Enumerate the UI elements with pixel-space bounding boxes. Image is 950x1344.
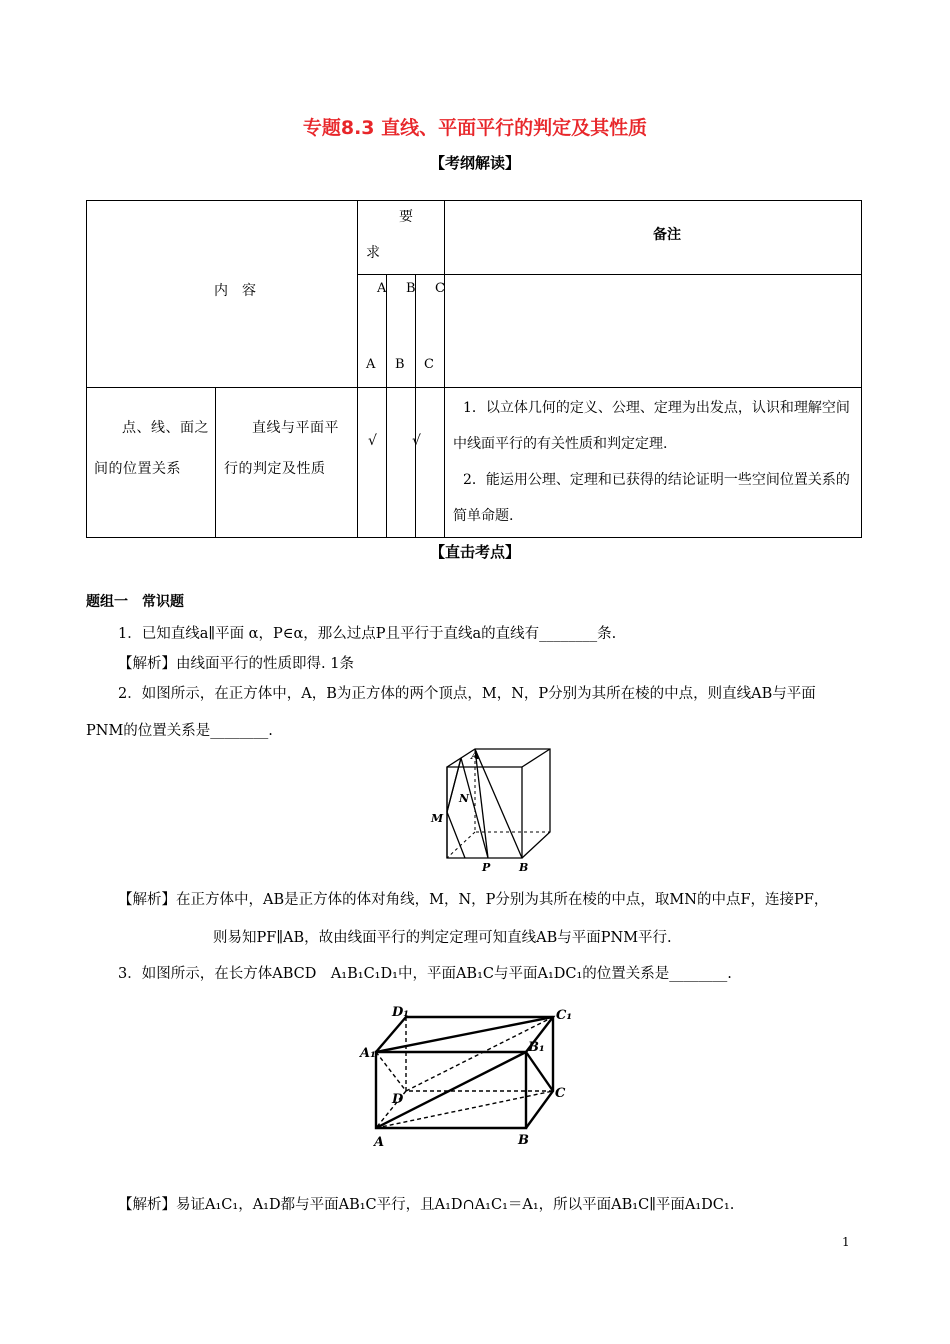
level-c-top: C (435, 281, 445, 296)
label-b1: B₁ (528, 1040, 545, 1055)
section-heading-points: 【直击考点】 (429, 543, 520, 561)
header-content: 内 容 (214, 283, 256, 299)
level-b-top: B (406, 281, 416, 296)
section-heading-syllabus: 【考纲解读】 (429, 154, 520, 172)
answer-2-line2: 则易知PF∥AB，故由线面平行的判定定理可知直线AB与平面PNM平行. (213, 930, 672, 946)
note-2: 2．能运用公理、定理和已获得的结论证明一些空间位置关系的简单命题. (453, 472, 850, 524)
header-requirement: 要 (399, 209, 413, 225)
label-p: P (482, 861, 491, 874)
answer-2-line1: 【解析】在正方体中，AB是正方体的体对角线，M，N，P分别为其所在棱的中点，取MN的中点F，连接PF， (118, 892, 829, 908)
label-d1: D₁ (392, 1005, 409, 1020)
label-a1: A₁ (360, 1046, 376, 1061)
level-b-bottom: B (395, 357, 405, 372)
level-a-bottom: A (366, 357, 376, 372)
question-1: 1．已知直线a∥平面 α，P∈α，那么过点P且平行于直线a的直线有________条. (118, 626, 617, 642)
label-a: A (471, 749, 480, 762)
row-topic: 点、线、面之间的位置关系 (94, 420, 209, 477)
label-b: B (519, 861, 529, 874)
check-c: √ (412, 433, 421, 449)
question-3: 3．如图所示，在长方体ABCD A₁B₁C₁D₁中，平面AB₁C与平面A₁DC₁的位置关系是________. (118, 966, 732, 982)
label-m: M (431, 812, 444, 825)
level-a-top: A (377, 281, 387, 296)
answer-1: 【解析】由线面平行的性质即得. 1条 (118, 656, 354, 672)
question-2-line1: 2．如图所示，在正方体中，A，B为正方体的两个顶点，M，N，P分别为其所在棱的中点，则直线AB与平面 (118, 686, 816, 702)
label-d: D (392, 1092, 404, 1107)
label-a-box: A (374, 1135, 385, 1150)
box-figure (358, 1003, 578, 1155)
label-n: N (459, 792, 470, 805)
page-number: 1 (842, 1235, 850, 1249)
group-title: 题组一 常识题 (86, 594, 184, 610)
check-a: √ (368, 433, 377, 449)
cube-figure (425, 746, 560, 876)
label-b-box: B (518, 1133, 529, 1148)
question-2-line2: PNM的位置关系是________. (86, 723, 273, 739)
header-note: 备注 (653, 227, 681, 243)
header-requirement-2: 求 (366, 245, 380, 261)
page-title: 专题8.3 直线、平面平行的判定及其性质 (302, 117, 648, 139)
row-item: 直线与平面平行的判定及性质 (224, 420, 339, 477)
answer-3: 【解析】易证A₁C₁，A₁D都与平面AB₁C平行，且A₁D∩A₁C₁＝A₁，所以平面AB₁C∥平面A₁DC₁. (118, 1197, 735, 1213)
label-c: C (555, 1086, 566, 1101)
level-c-bottom: C (424, 357, 434, 372)
note-1: 1．以立体几何的定义、公理、定理为出发点，认识和理解空间中线面平行的有关性质和判定定理. (453, 400, 850, 452)
label-c1: C₁ (556, 1008, 573, 1023)
